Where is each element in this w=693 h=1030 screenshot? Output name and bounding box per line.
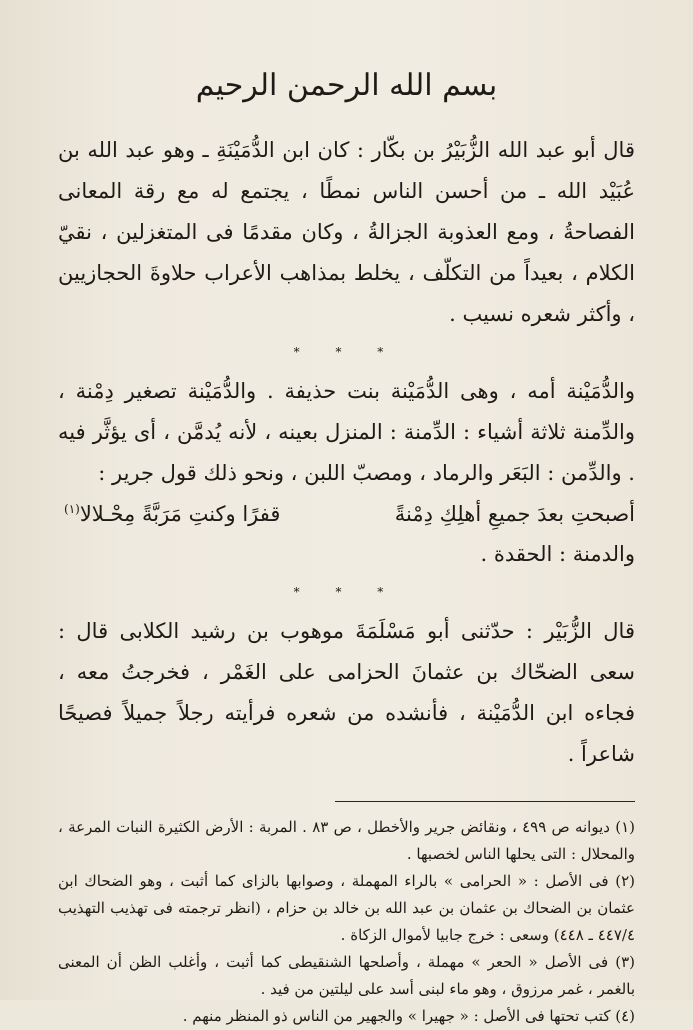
- section-separator: * * *: [293, 585, 400, 599]
- verse-second-hemistich: [64, 494, 280, 534]
- basmala-heading: بسم الله الرحمن الرحيم: [195, 68, 498, 103]
- paragraph-dimna-closing: والدمنة : الحقدة .: [480, 542, 635, 566]
- footnote-4: (٤) كتب تحتها فى الأصل : « جهيرا » والجهير من الناس ذو المنظر منهم .: [182, 1007, 635, 1025]
- poem-verse: [58, 494, 635, 534]
- footnote-divider: [335, 801, 635, 802]
- footnote-ref-1: (١): [64, 502, 80, 516]
- paragraph-dumayna-meaning: والدُّمَيْنة أمه ، وهى الدُّمَيْنة بنت حذيفة . والدُّمَيْنة تصغير دِمْنة ، والدِّمنة ثلاثة أشياء : الدِّمنة : المنزل بعينه ، لأنه يُدمَّن ، أى يؤثَّر فيه . والدِّمن : البَعَر والرماد ، ومصبّ اللبن ، ونحو ذلك قول جرير :: [58, 379, 635, 485]
- footnote-3: (٣) فى الأصل « الحعر » مهملة ، وأصلحها الشنقيطى كما أثبت ، وأغلب الظن أن المعنى بالغمر ، غمر مرزوق ، وهو ماء لبنى أسد على ليلتين من فيد .: [58, 953, 635, 998]
- footnotes: [58, 814, 635, 1030]
- footnote-2: (٢) فى الأصل : « الحرامى » بالراء المهملة ، وصوابها بالزاى كما أثبت ، وهو الضحاك ابن عثمان بن الضحاك بن عثمان بن عبد الله بن خالد بن حزام ، (انظر ترجمته فى تهذيب التهذيب ٤٤٧/٤ ـ ٤٤٨) وسعى : خرج جابيا لأموال الزكاة .: [58, 872, 635, 944]
- footnote-1: (١) ديوانه ص ٤٩٩ ، ونقائض جرير والأخطل ، ص ٨٣ . المربة : الأرض الكثيرة النبات المرعة ، والمحلال : التى يحلها الناس لخصبها .: [58, 818, 635, 863]
- verse-first-hemistich: أصبحتِ بعدَ جميعِ أهلِكِ دِمْنةً: [394, 502, 635, 526]
- section-separator: * * *: [293, 345, 400, 359]
- paragraph-zubayr-intro: قال أبو عبد الله الزُّبَيْرُ بن بكّار : كان ابن الدُّمَيْنَةِ ـ وهو عبد الله بن عُبَيْد الله ـ من أحسن الناس نمطًا ، يجتمع له مع رقة المعانى الفصاحةُ ، ومع العذوبة الجزالةُ ، وكان مقدمًا فى المتغزلين ، نقيّ الكلام ، بعيداً من التكلّف ، يخلط بمذاهب الأعراب حلاوةَ الحجازيين ، وأكثر شعره نسيب .: [58, 138, 635, 326]
- paragraph-zubayr-narration: قال الزُّبَيْر : حدّثنى أبو مَسْلَمَةَ موهوب بن رشيد الكلابى قال : سعى الضحّاك بن عثمانَ الحزامى على الغَمْر ، فخرجتُ معه ، فجاءه ابن الدُّمَيْنة ، فأنشده من شعره فرأيته رجلاً جميلاً فصيحًا شاعراً .: [58, 619, 635, 766]
- verse-second-text: قفرًا وكنتِ مَرَبَّةً مِحْـلالا: [79, 502, 281, 526]
